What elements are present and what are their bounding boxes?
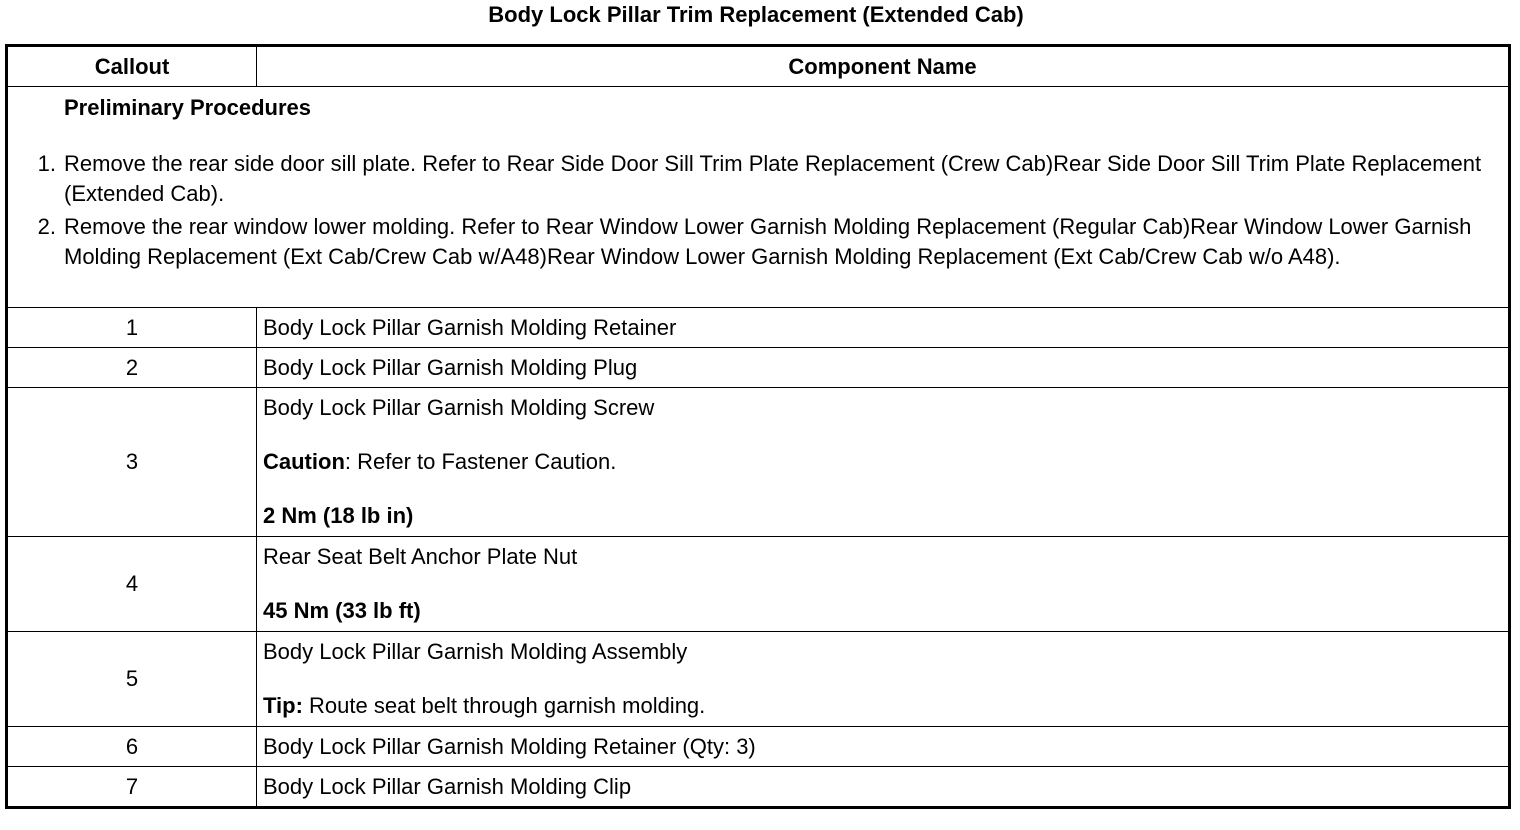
caution-label: Caution	[263, 449, 345, 474]
preliminary-procedures-cell	[7, 87, 1510, 308]
callout-cell: 5	[7, 632, 257, 727]
component-name-cell: Body Lock Pillar Garnish Molding Clip	[257, 767, 1510, 808]
component-name-cell: Body Lock Pillar Garnish Molding Retainer (Qty: 3)	[257, 727, 1510, 767]
table-row	[7, 308, 1510, 348]
preliminary-procedures-row	[7, 87, 1510, 308]
column-header-callout: Callout	[7, 46, 257, 87]
component-name-cell: Body Lock Pillar Garnish Molding Retainer	[257, 308, 1510, 348]
component-name-cell	[257, 388, 1510, 537]
caution-text: : Refer to Fastener Caution.	[344, 449, 617, 474]
torque-spec: 2 Nm (18 lb in)	[263, 503, 414, 528]
step-text: Remove the rear window lower molding. Refer to Rear Window Lower Garnish Molding Replacement (Regular Cab)Rear Window Lower Garnish Molding Replacement (Ext Cab/Crew Cab w/A48)Rear Window Lower Garnish Molding Replacement (Ext Cab/Crew Cab w/o A48).	[64, 214, 1472, 269]
callout-cell: 1	[7, 308, 257, 348]
table-row	[7, 388, 1510, 537]
torque-spec: 45 Nm (33 lb ft)	[263, 598, 421, 623]
component-name: Rear Seat Belt Anchor Plate Nut	[263, 544, 578, 569]
table-row	[7, 632, 1510, 727]
component-name: Body Lock Pillar Garnish Molding Screw	[263, 395, 655, 420]
component-name-cell	[257, 632, 1510, 727]
table-row	[7, 727, 1510, 767]
column-header-component-name: Component Name	[257, 46, 1510, 87]
step-text: Remove the rear side door sill plate. Refer to Rear Side Door Sill Trim Plate Replacement (Crew Cab)Rear Side Door Sill Trim Plate Replacement (Extended Cab).	[64, 151, 1482, 206]
step-number: 2.	[37, 214, 56, 239]
callout-cell: 7	[7, 767, 257, 808]
callout-cell: 4	[7, 537, 257, 632]
preliminary-steps-list	[26, 149, 1496, 272]
step-number: 1.	[37, 151, 56, 176]
component-name-cell: Body Lock Pillar Garnish Molding Plug	[257, 348, 1510, 388]
table-row	[7, 767, 1510, 808]
components-table	[5, 44, 1511, 809]
table-header-row	[7, 46, 1510, 87]
tip-text: Route seat belt through garnish molding.	[302, 693, 706, 718]
table-row	[7, 348, 1510, 388]
component-name-cell	[257, 537, 1510, 632]
document-title: Body Lock Pillar Trim Replacement (Extended Cab)	[488, 2, 1024, 27]
callout-cell: 3	[7, 388, 257, 537]
callout-cell: 2	[7, 348, 257, 388]
component-name: Body Lock Pillar Garnish Molding Assembly	[263, 639, 688, 664]
preliminary-step	[26, 149, 1496, 209]
tip-label: Tip:	[263, 693, 303, 718]
table-row	[7, 537, 1510, 632]
preliminary-step	[26, 212, 1496, 272]
preliminary-procedures-heading: Preliminary Procedures	[64, 95, 312, 120]
callout-cell: 6	[7, 727, 257, 767]
